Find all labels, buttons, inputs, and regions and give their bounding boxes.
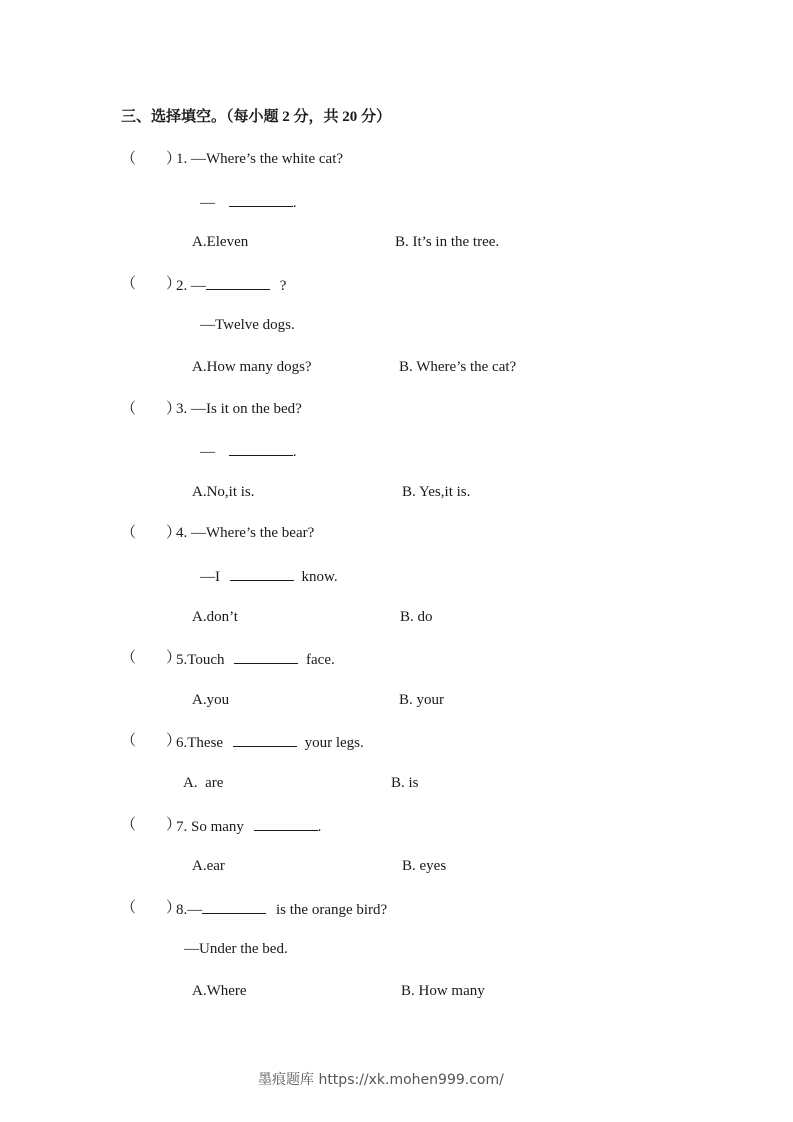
fill-blank[interactable] xyxy=(202,899,266,914)
answer-line xyxy=(200,566,338,586)
option-a[interactable]: A.you xyxy=(192,692,230,708)
answer-bracket[interactable]: （ ） xyxy=(121,525,182,541)
question-stem: 4. —Where’s the bear? xyxy=(176,525,315,541)
question-stem xyxy=(176,275,286,295)
answer-line: —Under the bed. xyxy=(184,941,288,957)
question-stem: 1. —Where’s the white cat? xyxy=(176,151,344,167)
option-b[interactable]: B. Where’s the cat? xyxy=(399,359,517,375)
answer-bracket[interactable]: （ ） xyxy=(121,650,182,666)
stem-prefix: 2. — xyxy=(176,278,206,294)
answer-prefix: — xyxy=(200,195,215,211)
section-title: 三、选择填空。（每小题 2 分，共 20 分） xyxy=(121,109,392,125)
answer-line xyxy=(200,192,297,212)
fill-blank[interactable] xyxy=(206,275,270,290)
answer-suffix: . xyxy=(292,444,297,460)
answer-bracket[interactable]: （ ） xyxy=(121,733,182,749)
answer-line xyxy=(200,441,297,461)
option-b[interactable]: B. your xyxy=(399,692,444,708)
answer-bracket[interactable]: （ ） xyxy=(121,401,182,417)
option-b[interactable]: B. How many xyxy=(401,983,485,999)
answer-prefix: — xyxy=(200,444,215,460)
stem-suffix: ? xyxy=(279,278,287,294)
fill-blank[interactable] xyxy=(254,816,318,831)
option-b[interactable]: B. eyes xyxy=(402,858,447,874)
option-a[interactable]: A.How many dogs? xyxy=(192,359,312,375)
answer-prefix: —I xyxy=(200,569,220,585)
option-a[interactable]: A.ear xyxy=(192,858,225,874)
option-b[interactable]: B. is xyxy=(391,775,419,791)
question-stem xyxy=(176,816,321,836)
option-b[interactable]: B. do xyxy=(400,609,433,625)
answer-bracket[interactable]: （ ） xyxy=(121,817,182,833)
stem-prefix: 7. So many xyxy=(176,819,244,835)
option-a[interactable]: A.Eleven xyxy=(192,234,249,250)
answer-line: —Twelve dogs. xyxy=(200,317,295,333)
option-a[interactable]: A.Where xyxy=(192,983,247,999)
answer-suffix: . xyxy=(292,195,297,211)
fill-blank[interactable] xyxy=(230,566,294,581)
fill-blank[interactable] xyxy=(229,441,293,456)
question-stem xyxy=(176,649,335,669)
fill-blank[interactable] xyxy=(233,732,297,747)
answer-bracket[interactable]: （ ） xyxy=(121,276,182,292)
stem-suffix: face. xyxy=(306,652,335,668)
answer-bracket[interactable]: （ ） xyxy=(121,900,182,916)
question-stem: 3. —Is it on the bed? xyxy=(176,401,302,417)
option-a[interactable]: A. are xyxy=(183,775,224,791)
fill-blank[interactable] xyxy=(234,649,298,664)
question-stem xyxy=(176,899,387,919)
stem-suffix: . xyxy=(317,819,322,835)
stem-prefix: 6.These xyxy=(176,735,224,751)
stem-prefix: 5.Touch xyxy=(176,652,225,668)
option-a[interactable]: A.No,it is. xyxy=(192,484,255,500)
stem-suffix: your legs. xyxy=(304,735,364,751)
footer-watermark: 墨痕题库 https://xk.mohen999.com/ xyxy=(258,1072,504,1088)
answer-suffix: know. xyxy=(301,569,338,585)
option-a[interactable]: A.don’t xyxy=(192,609,238,625)
stem-suffix: is the orange bird? xyxy=(276,902,388,918)
fill-blank[interactable] xyxy=(229,192,293,207)
answer-bracket[interactable]: （ ） xyxy=(121,151,182,167)
question-stem xyxy=(176,732,364,752)
option-b[interactable]: B. It’s in the tree. xyxy=(395,234,500,250)
stem-prefix: 8.— xyxy=(176,902,203,918)
option-b[interactable]: B. Yes,it is. xyxy=(402,484,471,500)
